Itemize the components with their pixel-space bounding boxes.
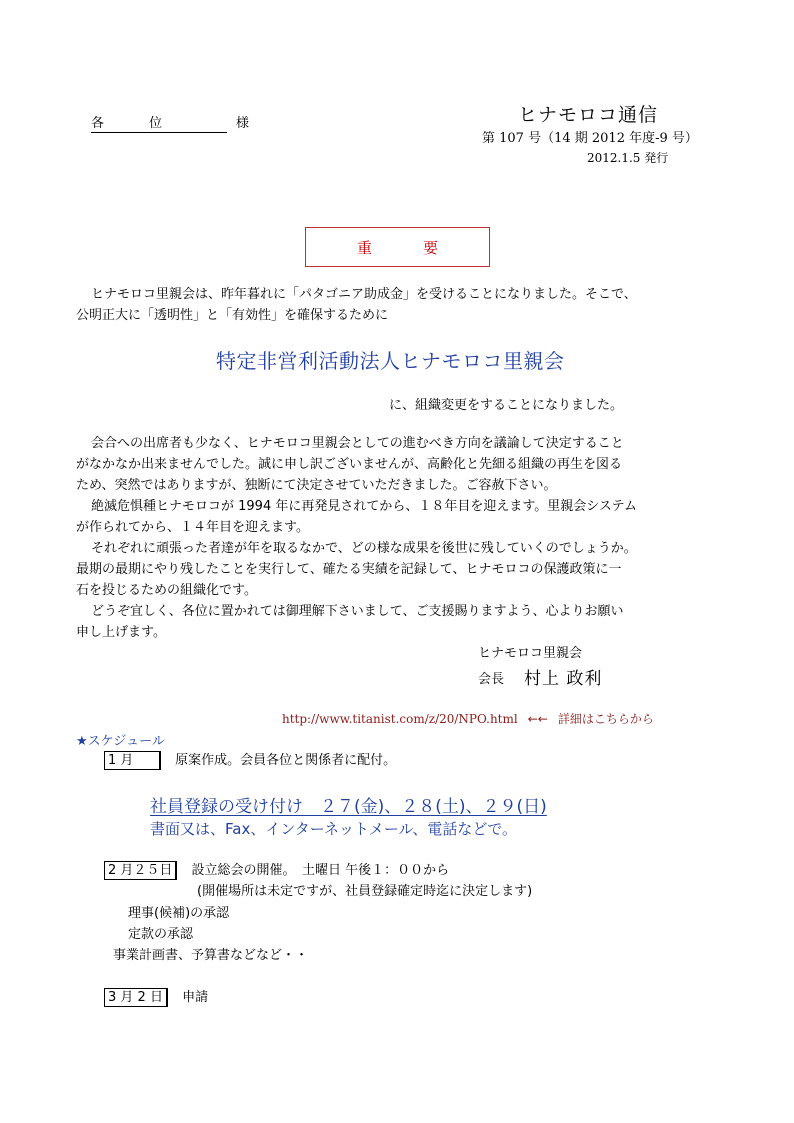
body-p2-line-2: が作られてから、１４年目を迎えます。 bbox=[76, 520, 309, 535]
signature-org: ヒナモロコ里親会 bbox=[478, 646, 583, 661]
body-p1-line-2: がなかなか出来ませんでした。誠に申し訳ございませんが、高齢化と先細る組織の再生を図る bbox=[76, 457, 623, 472]
schedule-row-march bbox=[104, 986, 208, 1007]
february-label-box: 2 月２５日 bbox=[104, 861, 177, 880]
addressee-text: 各 位 様 bbox=[91, 116, 266, 131]
body-p1-line-3: ため、突然ではありますが、独断にて決定させていただきました。ご容赦下さい。 bbox=[76, 478, 557, 493]
january-label-box: 1 月 bbox=[104, 751, 161, 770]
details-link-line bbox=[282, 710, 654, 727]
february-item-2: 定款の承認 bbox=[128, 927, 194, 942]
schedule-heading: ★スケジュール bbox=[76, 734, 165, 749]
march-label-box: 3 月 2 日 bbox=[104, 988, 168, 1007]
february-note: (開催場所は未定ですが、社員登録確定時迄に決定します) bbox=[197, 884, 533, 899]
addressee-line bbox=[91, 112, 266, 133]
newsletter-title: ヒナモロコ通信 bbox=[518, 104, 659, 126]
details-url-link[interactable]: http://www.titanist.com/z/20/NPO.html bbox=[282, 712, 518, 726]
body-p4-line-2: 申し上げます。 bbox=[76, 625, 166, 640]
issue-date: 2012.1.5 発行 bbox=[587, 151, 669, 165]
body-p3-line-1: それぞれに頑張った者達が年を取るなかで、どの様な成果を後世に残していくのでしょうか。 bbox=[91, 541, 637, 556]
org-name-heading: 特定非営利活動法人ヒナモロコ里親会 bbox=[216, 349, 565, 373]
january-text: 原案作成。会員各位と関係者に配付。 bbox=[175, 753, 397, 768]
body-p1-line-1: 会合への出席者も少なく、ヒナモロコ里親会としての進むべき方向を議論して決定すること bbox=[91, 436, 624, 451]
schedule-row-january bbox=[104, 749, 396, 770]
signature-role: 会長 bbox=[478, 672, 505, 687]
important-label: 重 要 bbox=[356, 238, 456, 257]
intro-line-2: 公明正大に「透明性」と「有効性」を確保するために bbox=[76, 308, 389, 323]
body-p4-line-1: どうぞ宜しく、各位に置かれては御理解下さいまして、ご支援賜りますよう、心よりお願い bbox=[91, 604, 624, 619]
details-link-text: 詳細はこちらから bbox=[557, 712, 654, 726]
body-p3-line-3: 石を投じるための組織化です。 bbox=[76, 583, 257, 598]
february-item-3: 事業計画書、予算書などなど・・ bbox=[113, 948, 309, 963]
left-arrow-icon: ←← bbox=[527, 712, 548, 726]
registration-dates: 社員登録の受け付け ２７(金)、２８(土)、２９(日) bbox=[150, 797, 547, 817]
february-item-1: 理事(候補)の承認 bbox=[128, 906, 230, 921]
org-change-text: に、組織変更をすることになりました。 bbox=[389, 398, 624, 413]
schedule-row-february bbox=[104, 859, 449, 880]
issue-number: 第 107 号（14 期 2012 年度-9 号） bbox=[482, 131, 698, 146]
important-notice-box bbox=[305, 227, 490, 267]
march-text: 申請 bbox=[182, 990, 209, 1005]
registration-methods: 書面又は、Fax、インターネットメール、電話などで。 bbox=[150, 820, 518, 838]
intro-line-1: ヒナモロコ里親会は、昨年暮れに「パタゴニア助成金」を受けることになりました。そこで、 bbox=[91, 287, 637, 302]
signature-name: 村上 政利 bbox=[524, 669, 603, 689]
body-p2-line-1: 絶滅危惧種ヒナモロコが 1994 年に再発見されてから、１８年目を迎えます。里親会システム bbox=[91, 499, 638, 514]
february-text: 設立総会の開催。 土曜日 午後１：００から bbox=[191, 863, 450, 878]
body-p3-line-2: 最期の最期にやり残したことを実行して、確たる実績を記録して、ヒナモロコの保護政策に一 bbox=[76, 562, 622, 577]
